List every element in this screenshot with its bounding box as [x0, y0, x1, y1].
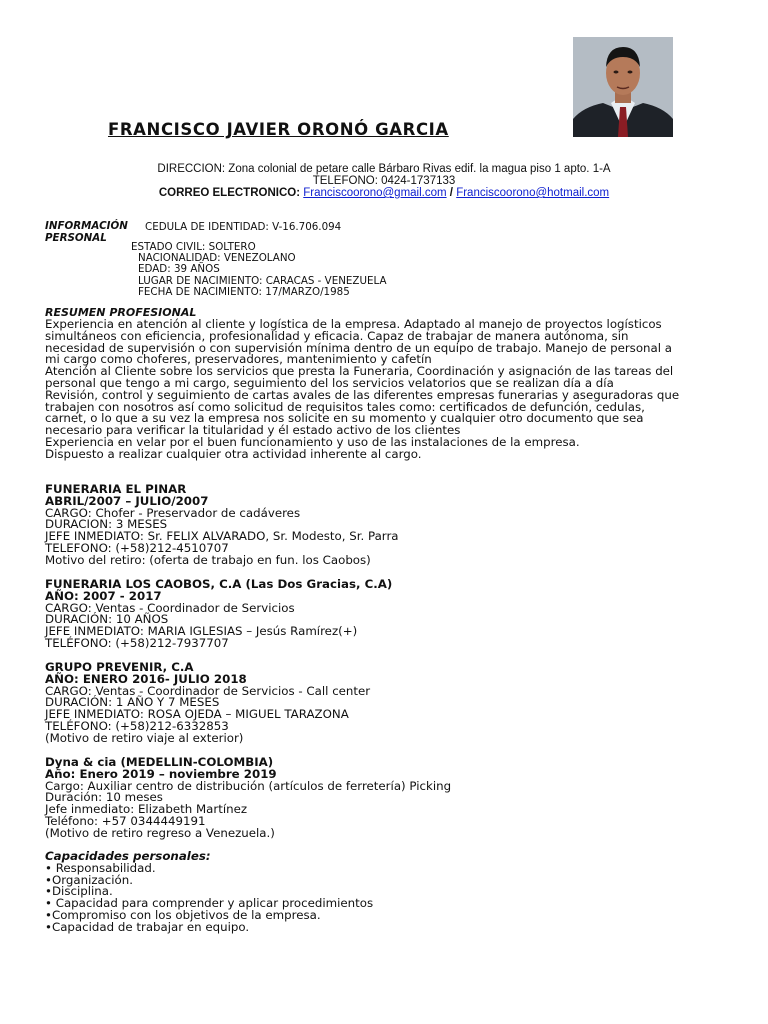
job-detail: Motivo del retiro: (oferta de trabajo en fun. los Caobos) — [45, 552, 371, 567]
email-separator: / — [449, 187, 453, 199]
summary-line: Revisión, control y seguimiento de cartas avales de las diferentes empresas funerarias y aseguradoras que — [45, 387, 680, 402]
summary-line: mi cargo como choferes, preservadores, mantenimiento y cafetín — [45, 352, 432, 367]
summary-line: necesidad de supervisión o con supervisión mínima dentro de un equipo de trabajo. Manejo de personal a — [45, 340, 673, 355]
email-link-gmail[interactable]: Franciscoorono@gmail.com — [303, 187, 447, 199]
summary-line: necesario para verificar la titularidad y él estado activo de los clientes — [45, 423, 461, 438]
personal-info-label-1: INFORMACIÓN — [45, 220, 128, 232]
job-period: Año: Enero 2019 – noviembre 2019 — [45, 766, 277, 781]
summary-line: carnet, o lo que a su vez la empresa nos solicite en su momento y cualquier otro documento que sea — [45, 411, 644, 426]
email-link-hotmail[interactable]: Franciscoorono@hotmail.com — [456, 187, 610, 199]
profile-photo — [573, 37, 673, 137]
job-detail: (Motivo de retiro viaje al exterior) — [45, 730, 244, 745]
job-detail: CARGO: Ventas - Coordinador de Servicios — [45, 600, 295, 615]
email-label: CORREO ELECTRONICO: — [158, 187, 301, 199]
job-detail: TELÉFONO: (+58)212-7937707 — [45, 635, 229, 650]
summary-line: simultáneos con eficiencia, profesionalidad y eficacia. Capaz de trabajar de manera autónoma, sin — [45, 328, 629, 343]
cedula: CEDULA DE IDENTIDAD: V-16.706.094 — [145, 221, 342, 233]
job-detail: JEFE INMEDIATO: MARIA IGLESIAS – Jesús Ramírez(+) — [45, 624, 358, 639]
capacity-item: •Disciplina. — [45, 884, 113, 899]
summary-title: RESUMEN PROFESIONAL — [45, 306, 197, 319]
job-detail: TELÉFONO: (+58)212-6332853 — [45, 718, 229, 733]
job-detail: DURACIÓN: 10 AÑOS — [45, 612, 169, 627]
personal-info-label-2: PERSONAL — [45, 232, 107, 244]
summary-body — [45, 319, 735, 461]
job-detail: Jefe inmediato: Elizabeth Martínez — [45, 802, 248, 817]
job-period: ABRIL/2007 – JULIO/2007 — [45, 493, 209, 508]
job-detail: JEFE INMEDIATO: Sr. FELIX ALVARADO, Sr. Modesto, Sr. Parra — [45, 529, 399, 544]
candidate-name: FRANCISCO JAVIER ORONÓ GARCIA — [108, 120, 449, 139]
job-detail: DURACIÓN: 1 AÑO Y 7 MESES — [45, 695, 220, 710]
capacity-item: •Capacidad de trabajar en equipo. — [45, 919, 250, 934]
summary-line: personal que tengo a mi cargo, seguimiento del los servicios velatorios que se realizan día a día — [45, 375, 614, 390]
fecha-nacimiento: FECHA DE NACIMIENTO: 17/MARZO/1985 — [138, 286, 350, 298]
job-detail: Teléfono: +57 0344449191 — [45, 813, 206, 828]
summary-line: Experiencia en velar por el buen funcionamiento y uso de las instalaciones de la empresa. — [45, 434, 580, 449]
edad: EDAD: 39 AÑOS — [138, 263, 220, 275]
job-company: FUNERARIA LOS CAOBOS, C.A (Las Dos Gracias, C.A) — [45, 577, 393, 591]
capacity-item: • Responsabilidad. — [45, 860, 156, 875]
job-detail: TELEFONO: (+58)212-4510707 — [45, 540, 229, 555]
estado-civil: ESTADO CIVIL: SOLTERO — [131, 241, 256, 253]
job-period: AÑO: ENERO 2016- JULIO 2018 — [45, 671, 247, 686]
email-line — [0, 187, 768, 199]
capacity-item: • Capacidad para comprender y aplicar procedimientos — [45, 896, 374, 911]
capacities-section — [45, 851, 373, 934]
person-portrait-icon — [573, 37, 673, 137]
job-entry-2 — [45, 579, 392, 650]
summary-line: Dispuesto a realizar cualquier otra actividad inherente al cargo. — [45, 446, 422, 461]
job-entry-4 — [45, 757, 451, 840]
job-company: FUNERARIA EL PINAR — [45, 482, 187, 496]
job-detail: (Motivo de retiro regreso a Venezuela.) — [45, 825, 275, 840]
job-detail: DURACION: 3 MESES — [45, 517, 168, 532]
job-detail: Duración: 10 meses — [45, 790, 163, 805]
job-detail: JEFE INMEDIATO: ROSA OJEDA – MIGUEL TARAZONA — [45, 707, 349, 722]
capacity-item: •Compromiso con los objetivos de la empresa. — [45, 907, 321, 922]
summary-line: Experiencia en atención al cliente y logística de la empresa. Adaptado al manejo de proyectos logísticos — [45, 317, 662, 331]
capacity-item: •Organización. — [45, 872, 133, 887]
job-entry-1 — [45, 484, 399, 567]
job-detail: CARGO: Chofer - Preservador de cadáveres — [45, 505, 301, 520]
address: DIRECCION: Zona colonial de petare calle Bárbaro Rivas edif. la magua piso 1 apto. 1-A — [157, 163, 611, 175]
job-detail: Cargo: Auxiliar centro de distribución (artículos de ferretería) Picking — [45, 778, 452, 793]
job-period: AÑO: 2007 - 2017 — [45, 588, 162, 603]
summary-line: trabajen con nosotros así como solicitud de requisitos tales como: certificados de defunción, cedulas, — [45, 399, 645, 414]
job-entry-3 — [45, 662, 370, 745]
capacities-title: Capacidades personales: — [45, 849, 211, 863]
lugar-nacimiento: LUGAR DE NACIMIENTO: CARACAS - VENEZUELA — [138, 275, 387, 287]
summary-line: Atención al Cliente sobre los servicios que presta la Funeraria, Coordinación y asignación de las tareas del — [45, 364, 674, 379]
job-company: Dyna & cia (MEDELLIN-COLOMBIA) — [45, 755, 274, 769]
phone: TELEFONO: 0424-1737133 — [312, 175, 456, 187]
job-detail: CARGO: Ventas - Coordinador de Servicios - Call center — [45, 683, 371, 698]
nacionalidad: NACIONALIDAD: VENEZOLANO — [138, 252, 296, 264]
job-company: GRUPO PREVENIR, C.A — [45, 660, 194, 674]
